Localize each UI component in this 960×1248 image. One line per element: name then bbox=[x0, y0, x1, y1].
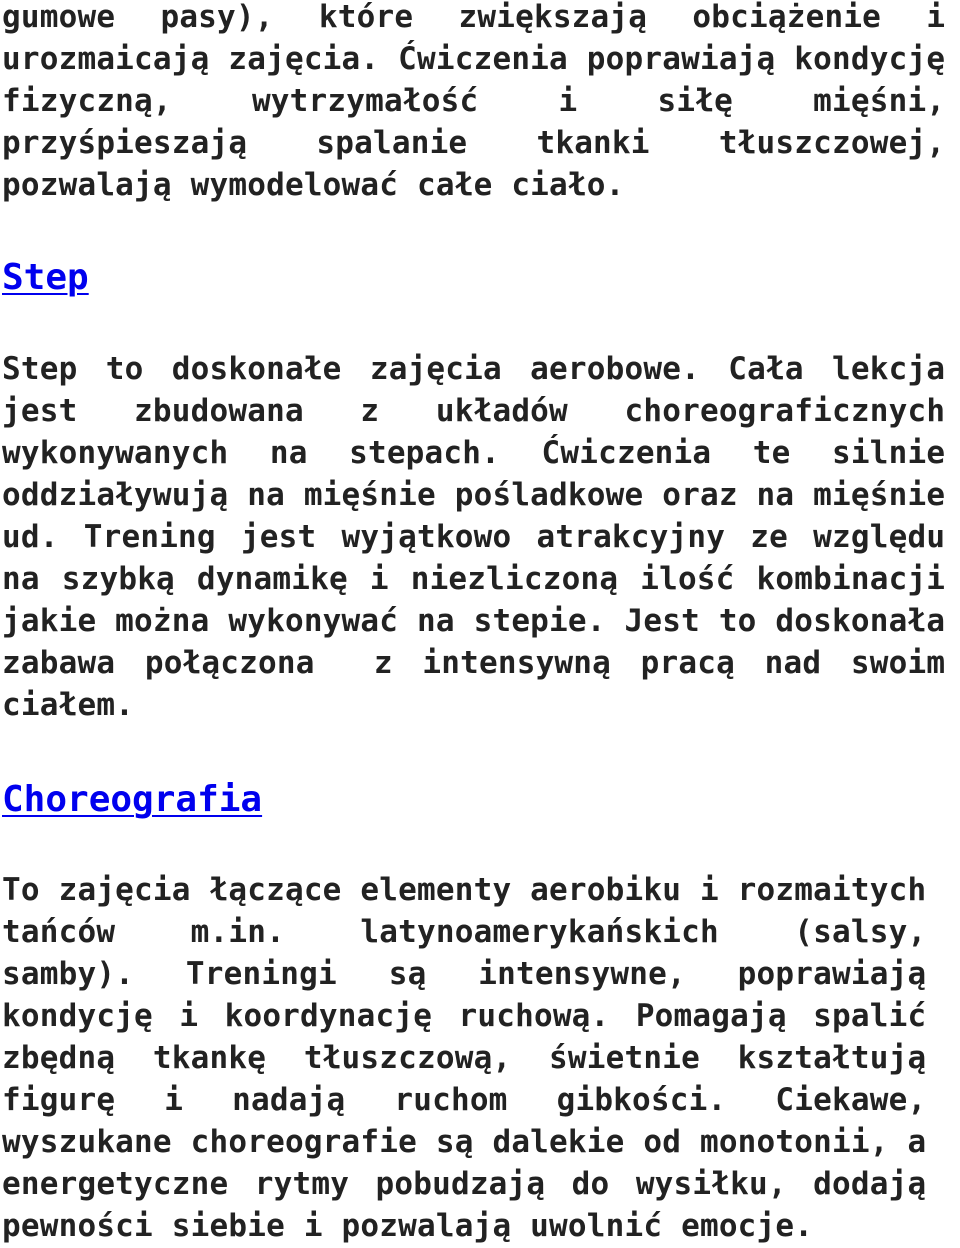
choreografia-line: energetyczne rytmy pobudzają do wysiłku, dodają bbox=[2, 1166, 927, 1202]
choreografia-line: tańców m.in. latynoamerykańskich (salsy, bbox=[2, 914, 927, 950]
step-line: Step to doskonałe zajęcia aerobowe. Cała lekcja bbox=[2, 351, 946, 387]
step-line: jest zbudowana z układów choreograficznych bbox=[2, 393, 946, 429]
choreografia-line: figurę i nadają ruchom gibkości. Ciekawe, bbox=[2, 1082, 927, 1118]
choreografia-paragraph bbox=[2, 869, 926, 1247]
intro-line: przyśpieszają spalanie tkanki tłuszczowej, bbox=[2, 125, 946, 161]
intro-line: urozmaicają zajęcia. Ćwiczenia poprawiają kondycję bbox=[2, 41, 946, 77]
step-line: wykonywanych na stepach. Ćwiczenia te silnie bbox=[2, 435, 946, 471]
choreografia-line: wyszukane choreografie są dalekie od monotonii, a bbox=[2, 1124, 927, 1160]
step-line: oddziaływują na mięśnie pośladkowe oraz na mięśnie bbox=[2, 477, 946, 513]
choreografia-line: samby). Treningi są intensywne, poprawiają bbox=[2, 956, 927, 992]
choreografia-line: To zajęcia łączące elementy aerobiku i rozmaitych bbox=[2, 872, 927, 908]
step-paragraph bbox=[2, 348, 945, 726]
step-line: ud. Trening jest wyjątkowo atrakcyjny ze względu bbox=[2, 519, 946, 555]
intro-line: gumowe pasy), które zwiększają obciążenie i bbox=[2, 0, 946, 35]
step-line: na szybką dynamikę i niezliczoną ilość kombinacji bbox=[2, 561, 946, 597]
step-line: ciałem. bbox=[2, 687, 135, 723]
step-line: zabawa połączona z intensywną pracą nad swoim bbox=[2, 645, 946, 681]
step-heading-link[interactable]: Step bbox=[2, 257, 89, 298]
choreografia-line: kondycję i koordynację ruchową. Pomagają spalić bbox=[2, 998, 927, 1034]
intro-paragraph bbox=[2, 0, 945, 206]
intro-line: fizyczną, wytrzymałość i siłę mięśni, bbox=[2, 83, 946, 119]
step-line: jakie można wykonywać na stepie. Jest to doskonała bbox=[2, 603, 946, 639]
choreografia-line: pewności siebie i pozwalają uwolnić emocje. bbox=[2, 1208, 814, 1244]
choreografia-heading-link[interactable]: Choreografia bbox=[2, 779, 263, 820]
intro-line: pozwalają wymodelować całe ciało. bbox=[2, 167, 625, 203]
choreografia-line: zbędną tkankę tłuszczową, świetnie kształtują bbox=[2, 1040, 927, 1076]
